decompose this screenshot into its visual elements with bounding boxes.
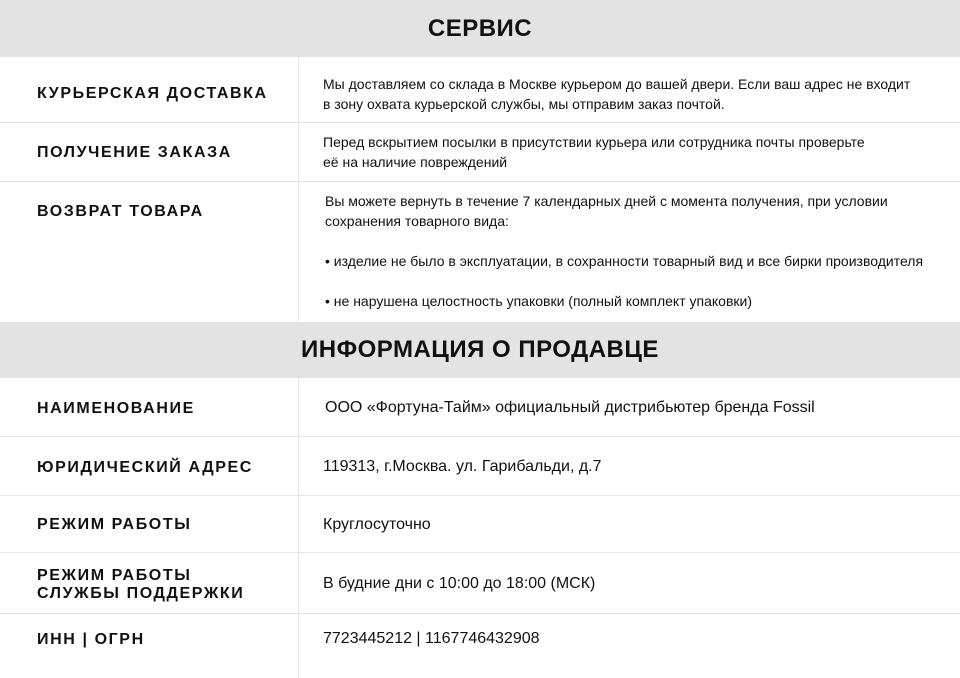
value-line: Перед вскрытием посылки в присутствии курьера или сотрудника почты проверьте [323,134,865,150]
row-label: КУРЬЕРСКАЯ ДОСТАВКА [37,85,268,102]
row-value [325,191,940,311]
row-value: ООО «Фортуна-Тайм» официальный дистрибьютер бренда Fossil [325,399,815,416]
bullet-item: • изделие не было в эксплуатации, в сохранности товарный вид и все бирки производителя [325,253,924,269]
info-row-order-receipt [0,123,960,182]
column-divider [298,496,299,552]
label-line: РЕЖИМ РАБОТЫ [37,567,192,584]
value-line: Мы доставляем со склада в Москве курьером до вашей двери. Если ваш адрес не входит [323,76,911,92]
column-divider [298,182,299,322]
info-row-support-hours [0,553,960,614]
column-divider [298,614,299,678]
seller-section-title: ИНФОРМАЦИЯ О ПРОДАВЦЕ [301,336,659,363]
value-line: в зону охвата курьерской службы, мы отправим заказ почтой. [323,96,725,112]
row-value: 7723445212 | 1167746432908 [323,630,540,647]
row-value: 119313, г.Москва. ул. Гарибальди, д.7 [323,458,602,475]
column-divider [298,437,299,495]
column-divider [298,123,299,181]
row-label: ИНН | ОГРН [37,631,145,648]
service-section-title: СЕРВИС [427,14,533,42]
column-divider [298,57,299,122]
bullet-item: • не нарушена целостность упаковки (полный комплект упаковки) [325,293,752,309]
info-row-legal-address [0,437,960,496]
info-row-courier-delivery [0,57,960,123]
column-divider [298,553,299,613]
row-value [323,74,940,114]
info-row-working-hours [0,496,960,553]
label-line: СЛУЖБЫ ПОДДЕРЖКИ [37,585,245,602]
column-divider [298,378,299,436]
value-line: сохранения товарного вида: [325,213,509,229]
info-row-inn-ogrn [0,614,960,678]
info-row-name [0,378,960,437]
row-label: ЮРИДИЧЕСКИЙ АДРЕС [37,459,253,476]
service-section-header [0,0,960,57]
info-row-return [0,182,960,322]
row-label: НАИМЕНОВАНИЕ [37,400,195,417]
value-line: её на наличие повреждений [323,154,508,170]
row-value: Круглосуточно [323,516,431,533]
row-label: ВОЗВРАТ ТОВАРА [37,203,204,220]
row-label [37,567,244,603]
row-label: РЕЖИМ РАБОТЫ [37,516,192,533]
seller-section-header [0,322,960,378]
row-value: В будние дни с 10:00 до 18:00 (МСК) [323,575,596,592]
row-value [323,132,940,172]
value-line: Вы можете вернуть в течение 7 календарных дней с момента получения, при условии [325,193,888,209]
row-label: ПОЛУЧЕНИЕ ЗАКАЗА [37,144,232,161]
